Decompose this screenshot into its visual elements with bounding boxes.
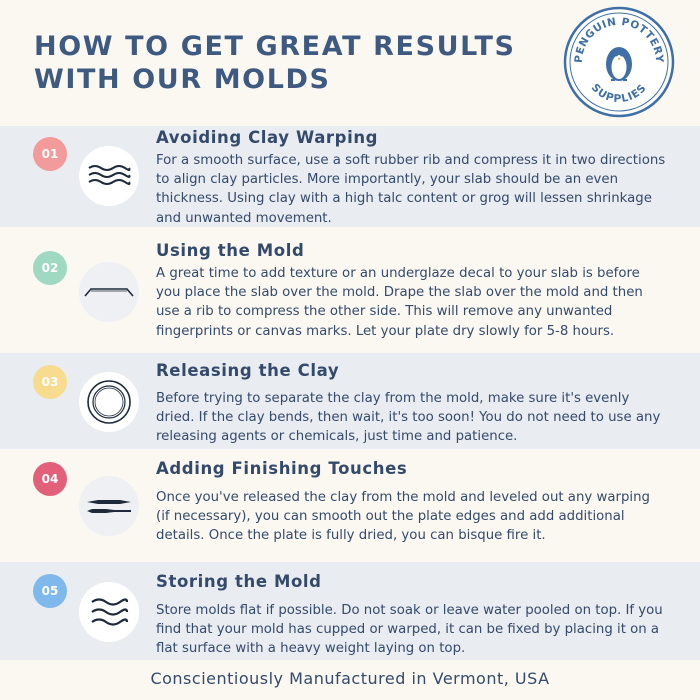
step-title: Adding Finishing Touches (156, 459, 408, 478)
page-title-line-2: WITH OUR MOLDS (34, 64, 331, 95)
step-title: Avoiding Clay Warping (156, 128, 379, 147)
pottery-tools-icon (84, 494, 134, 518)
water-waves-icon (89, 594, 129, 630)
plate-profile-icon (84, 284, 134, 300)
page-title (34, 30, 516, 96)
step-number-badge: 02 (33, 251, 67, 285)
step-body: Before trying to separate the clay from the mold, make sure it's evenly dried. If the clay bends, then wait, it's too soon! You do not need to use any releasing agents or chemicals, just time and patience. (156, 391, 661, 445)
step-number-badge: 03 (33, 365, 67, 399)
penguin-pottery-logo (563, 6, 675, 118)
step-number-badge: 05 (33, 574, 67, 608)
step-number-badge: 04 (33, 462, 67, 496)
plate-rings-icon (85, 378, 133, 426)
step-title: Using the Mold (156, 241, 305, 260)
step-title: Releasing the Clay (156, 361, 340, 380)
icon-circle (79, 262, 139, 322)
step-number-badge: 01 (33, 137, 67, 171)
icon-circle (79, 582, 139, 642)
step-body: A great time to add texture or an underglaze decal to your slab is before you place the slab over the mold. Drape the slab over the mold and then use a rib to compress the other side. This will remove any unwanted fingerprints or canvas marks. Let your plate dry slowly for 5-8 hours. (156, 266, 643, 339)
icon-circle (79, 146, 139, 206)
footer-text: Conscientiously Manufactured in Vermont, USA (150, 669, 550, 688)
penguin-icon (606, 47, 632, 81)
wavy-lines-icon (87, 163, 131, 189)
step-body: Store molds flat if possible. Do not soak or leave water pooled on top. If you find that your mold has cupped or warped, it can be fixed by placing it on a flat surface with a heavy weight laying on top. (156, 603, 663, 657)
logo-bottom-text: SUPPLIES (588, 81, 650, 106)
step-body: For a smooth surface, use a soft rubber rib and compress it in two directions to align clay particles. More importantly, your slab should be an even thickness. Using clay with a high talc content or grog will lessen shrinkage and unwanted movement. (156, 153, 666, 226)
page-title-line-1: HOW TO GET GREAT RESULTS (34, 31, 516, 62)
logo-top-text: PENGUIN POTTERY (572, 15, 666, 64)
icon-circle (79, 372, 139, 432)
step-title: Storing the Mold (156, 572, 322, 591)
icon-circle (79, 476, 139, 536)
step-body: Once you've released the clay from the mold and leveled out any warping (if necessary), you can smooth out the plate edges and add additional details. Once the plate is fully dried, you can bisque fire it. (156, 490, 650, 544)
